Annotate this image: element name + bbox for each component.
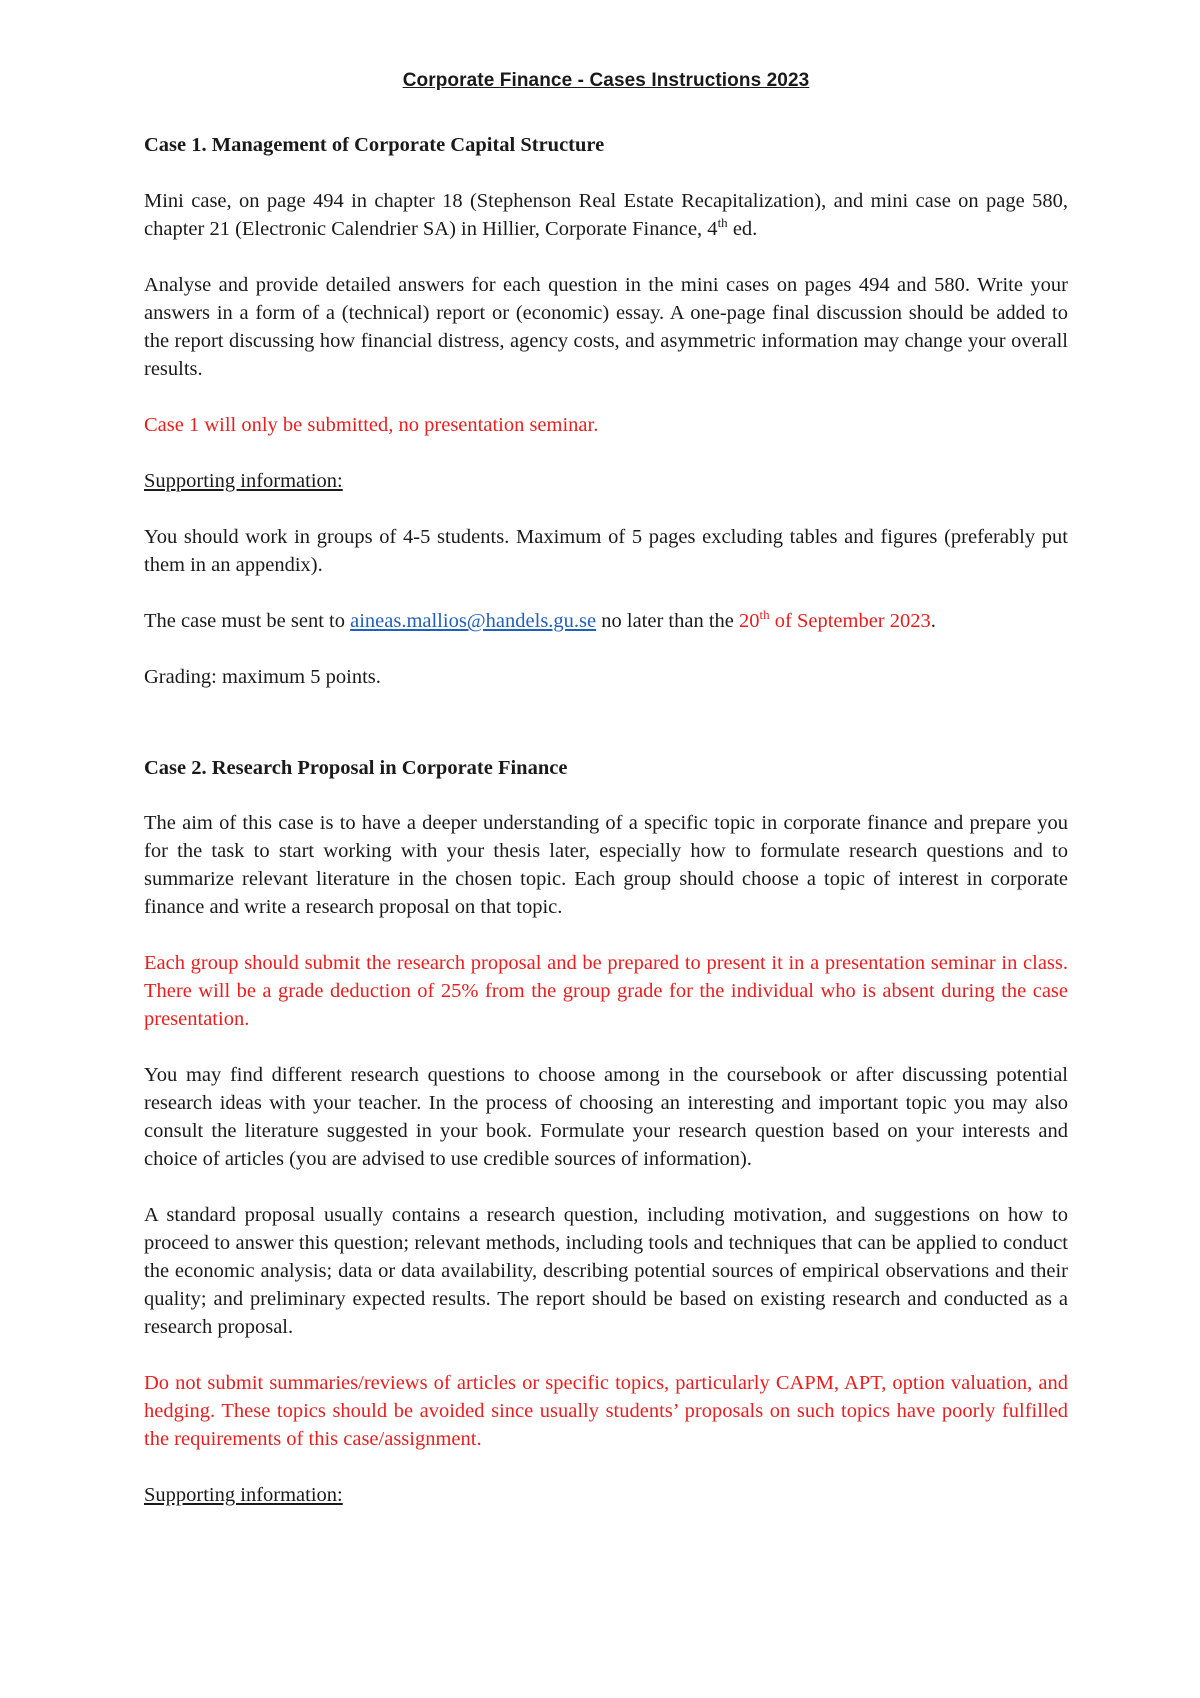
case1-submission-note: Case 1 will only be submitted, no presentation seminar. <box>144 413 599 436</box>
case1-intro-superscript: th <box>717 214 728 230</box>
case1-deadline-text: The case must be sent to <box>144 609 351 632</box>
case1-deadline-date <box>739 606 931 632</box>
document-page <box>144 70 1068 1537</box>
case2-supporting-label: Supporting information: <box>144 1484 343 1507</box>
case1-deadline-end: . <box>930 609 936 632</box>
case2-aim-paragraph: The aim of this case is to have a deeper understanding of a specific topic in corporate finance and prepare you for the task to start working with your thesis later, especially how to formulate research questions and to summarize relevant literature in the chosen topic. Each group should choose a topic of interest in corporate finance and write a research proposal on that topic. <box>144 812 1068 919</box>
deadline-month-year: of September 2023 <box>769 609 931 632</box>
case2-research-questions-paragraph: You may find different research questions to choose among in the coursebook or after discussing potential research ideas with your teacher. In the process of choosing an interesting and important topic you may also consult the literature suggested in your book. Formulate your research question based on your interests and choice of articles (you are advised to use credible sources of information). <box>144 1064 1068 1171</box>
case2-warning-note: Do not submit summaries/reviews of articles or specific topics, particularly CAPM, APT, option valuation, and hedging. These topics should be avoided since usually students’ proposals on such topics have poorly fulfilled the requirements of this case/assignment. <box>144 1372 1068 1451</box>
case1-intro-text: Mini case, on page 494 in chapter 18 (Stephenson Real Estate Recapitalization), and mini case on page 580, chapter 21 (Electronic Calendrier SA) in Hillier, Corporate Finance, 4 <box>144 189 1068 240</box>
deadline-day: 20 <box>739 609 760 632</box>
case1-intro-paragraph <box>144 187 1068 243</box>
case1-intro-text-end: ed. <box>727 217 758 240</box>
case1-groups-paragraph: You should work in groups of 4-5 students. Maximum of 5 pages excluding tables and figures (preferably put them in an appendix). <box>144 525 1068 576</box>
case1-grading: Grading: maximum 5 points. <box>144 665 381 688</box>
email-link[interactable]: aineas.mallios@handels.gu.se <box>350 609 597 632</box>
case1-supporting-label: Supporting information: <box>144 469 343 492</box>
case1-heading: Case 1. Management of Corporate Capital Structure <box>144 134 605 156</box>
document-title: Corporate Finance - Cases Instructions 2023 <box>402 70 810 91</box>
case1-analysis-paragraph: Analyse and provide detailed answers for each question in the mini cases on pages 494 and 580. Write your answers in a form of a (technical) report or (economic) essay. A one-page final discussion should be added to the report discussing how financial distress, agency costs, and asymmetric information may change your overall results. <box>144 273 1068 380</box>
case2-standard-proposal-paragraph: A standard proposal usually contains a research question, including motivation, and suggestions on how to proceed to answer this question; relevant methods, including tools and techniques that can be applied to conduct the economic analysis; data or data availability, describing potential sources of empirical observations and their quality; and preliminary expected results. The report should be based on existing research and conducted as a research proposal. <box>144 1204 1068 1339</box>
deadline-day-superscript: th <box>759 606 770 622</box>
case2-submission-note: Each group should submit the research proposal and be prepared to present it in a presentation seminar in class. There will be a grade deduction of 25% from the group grade for the individual who is absent during the case presentation. <box>144 952 1068 1031</box>
case1-deadline-paragraph <box>144 607 1068 635</box>
section-spacer <box>144 719 1068 755</box>
case2-heading: Case 2. Research Proposal in Corporate Finance <box>144 756 568 779</box>
case1-deadline-middle: no later than the <box>596 609 740 632</box>
